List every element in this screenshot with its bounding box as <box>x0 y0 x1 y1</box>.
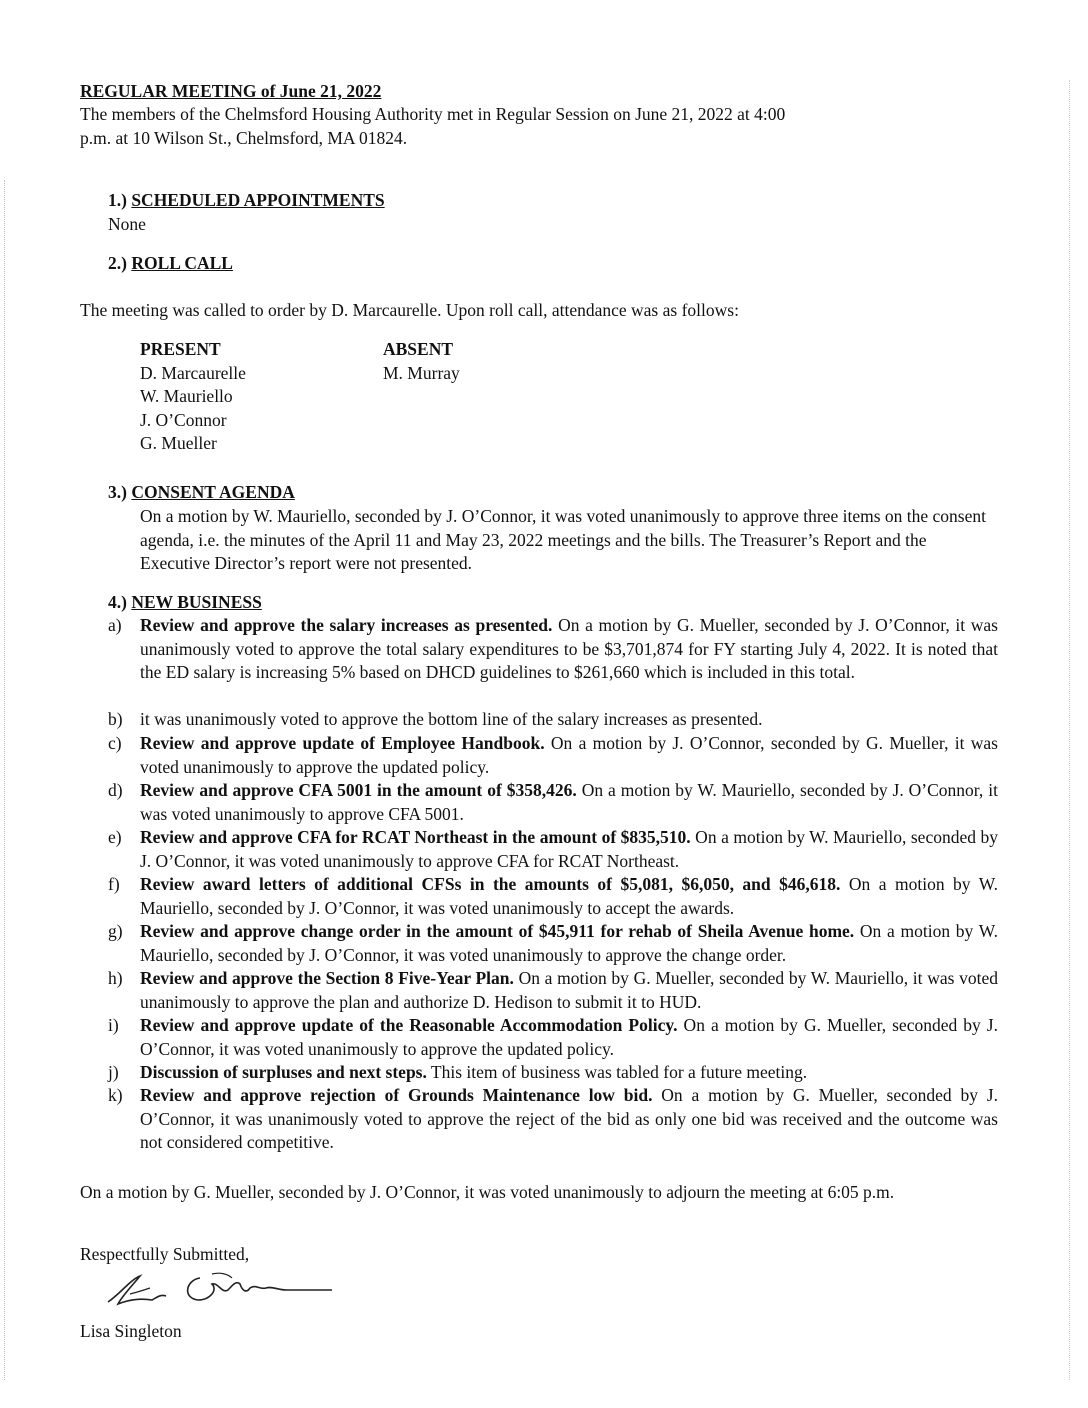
attendee: W. Mauriello <box>140 386 233 406</box>
item-letter: e) <box>108 827 122 847</box>
item-text: On a motion by J. O’Connor, seconded by G. Mueller, it was voted unanimously to approve the updated policy. <box>140 733 998 777</box>
intro-line: The members of the Chelmsford Housing Authority met in Regular Session on June 21, 2022 at 4:00 <box>80 104 786 124</box>
scan-edge <box>4 180 5 1380</box>
business-item <box>108 1014 998 1061</box>
business-item <box>108 1061 998 1085</box>
item-text: On a motion by W. Mauriello, seconded by J. O’Connor, it was voted unanimously to approve the change order. <box>140 921 998 965</box>
item-heading: Review and approve rejection of Grounds Maintenance low bid. <box>140 1085 653 1105</box>
item-letter: k) <box>108 1085 123 1105</box>
item-heading: Review and approve CFA for RCAT Northeast in the amount of $835,510. <box>140 827 691 847</box>
item-heading: Review and approve CFA 5001 in the amount of $358,426. <box>140 780 577 800</box>
scan-edge <box>1069 80 1070 1380</box>
item-heading: Review and approve update of Employee Handbook. <box>140 733 545 753</box>
item-letter: b) <box>108 709 123 729</box>
section-number: 2.) <box>108 253 127 273</box>
present-column <box>140 338 246 456</box>
business-item <box>108 826 998 873</box>
business-item <box>108 732 998 779</box>
item-letter: j) <box>108 1062 119 1082</box>
section-heading <box>108 189 385 213</box>
item-text: On a motion by G. Mueller, seconded by J. O’Connor, it was unanimously voted to approve the reject of the bid as only one bid was received and the outcome was not considered competitive. <box>140 1085 998 1152</box>
item-letter: g) <box>108 921 123 941</box>
business-item <box>108 708 998 732</box>
item-text: it was unanimously voted to approve the bottom line of the salary increases as presented. <box>140 709 763 729</box>
attendee: M. Murray <box>383 362 460 383</box>
section-heading <box>108 252 233 276</box>
item-letter: f) <box>108 874 120 894</box>
business-item <box>108 873 998 920</box>
signature <box>100 1264 340 1314</box>
item-text: On a motion by G. Mueller, seconded by W. Mauriello, it was voted unanimously to approve the plan and authorize D. Hedison to submit it to HUD. <box>140 968 998 1012</box>
section-title: SCHEDULED APPOINTMENTS <box>131 190 385 210</box>
section-text: The meeting was called to order by D. Marcaurelle. Upon roll call, attendance was as follows: <box>80 300 739 320</box>
business-item <box>108 1084 998 1155</box>
item-heading: Review and approve change order in the amount of $45,911 for rehab of Sheila Avenue home. <box>140 921 855 941</box>
item-text: On a motion by W. Mauriello, seconded by J. O’Connor, it was voted unanimously to accept the awards. <box>140 874 998 918</box>
section-text: On a motion by W. Mauriello, seconded by J. O’Connor, it was voted unanimously to approve three items on the consent agenda, i.e. the minutes of the April 11 and May 23, 2022 meetings and the bills. The Treasurer’s Report and the Executive Director’s report were not presented. <box>140 506 986 573</box>
section-text: None <box>108 214 146 234</box>
item-heading: Review and approve the Section 8 Five-Year Plan. <box>140 968 514 988</box>
present-label: PRESENT <box>140 339 221 359</box>
item-heading: Review and approve update of the Reasonable Accommodation Policy. <box>140 1015 678 1035</box>
adjournment-text: On a motion by G. Mueller, seconded by J. O’Connor, it was voted unanimously to adjourn the meeting at 6:05 p.m. <box>80 1182 895 1202</box>
item-text: On a motion by G. Mueller, seconded by J. O’Connor, it was unanimously voted to approve the total salary expenditures to be $3,701,874 for FY starting July 4, 2022. It is noted that the ED salary is increasing 5% based on DHCD guidelines to $261,660 which is included in this total. <box>140 615 998 682</box>
item-text: On a motion by G. Mueller, seconded by J. O’Connor, it was voted unanimously to approve the updated policy. <box>140 1015 998 1059</box>
business-item <box>108 779 998 826</box>
section-number: 3.) <box>108 482 127 502</box>
section-title: ROLL CALL <box>131 253 233 273</box>
section-title: CONSENT AGENDA <box>131 482 295 502</box>
respectfully-submitted: Respectfully Submitted, <box>80 1244 250 1264</box>
item-letter: c) <box>108 733 122 753</box>
item-heading: Discussion of surpluses and next steps. <box>140 1062 427 1082</box>
item-text: On a motion by W. Mauriello, seconded by J. O’Connor, it was voted unanimously to approve CFA for RCAT Northeast. <box>140 827 998 871</box>
item-letter: h) <box>108 968 123 988</box>
item-heading: Review award letters of additional CFSs in the amounts of $5,081, $6,050, and $46,618. <box>140 874 841 894</box>
section-heading <box>108 591 262 615</box>
section-heading <box>108 481 295 505</box>
meeting-title: REGULAR MEETING of June 21, 2022 <box>80 81 382 101</box>
section-title: NEW BUSINESS <box>131 592 262 612</box>
item-letter: i) <box>108 1015 119 1035</box>
attendee: G. Mueller <box>140 433 217 453</box>
item-letter: a) <box>108 615 122 635</box>
absent-column <box>383 338 460 385</box>
attendee: D. Marcaurelle <box>140 362 246 383</box>
item-text: On a motion by W. Mauriello, seconded by J. O’Connor, it was voted unanimously to approve CFA 5001. <box>140 780 998 824</box>
item-letter: d) <box>108 780 123 800</box>
absent-label: ABSENT <box>383 339 454 359</box>
business-item <box>108 614 998 685</box>
attendee: J. O’Connor <box>140 409 227 430</box>
intro-line: p.m. at 10 Wilson St., Chelmsford, MA 01824. <box>80 128 408 148</box>
signatory-name: Lisa Singleton <box>80 1321 182 1341</box>
item-text: This item of business was tabled for a future meeting. <box>426 1062 808 1082</box>
business-item <box>108 967 998 1014</box>
section-number: 4.) <box>108 592 127 612</box>
item-heading: Review and approve the salary increases as presented. <box>140 615 553 635</box>
section-number: 1.) <box>108 190 127 210</box>
business-item <box>108 920 998 967</box>
